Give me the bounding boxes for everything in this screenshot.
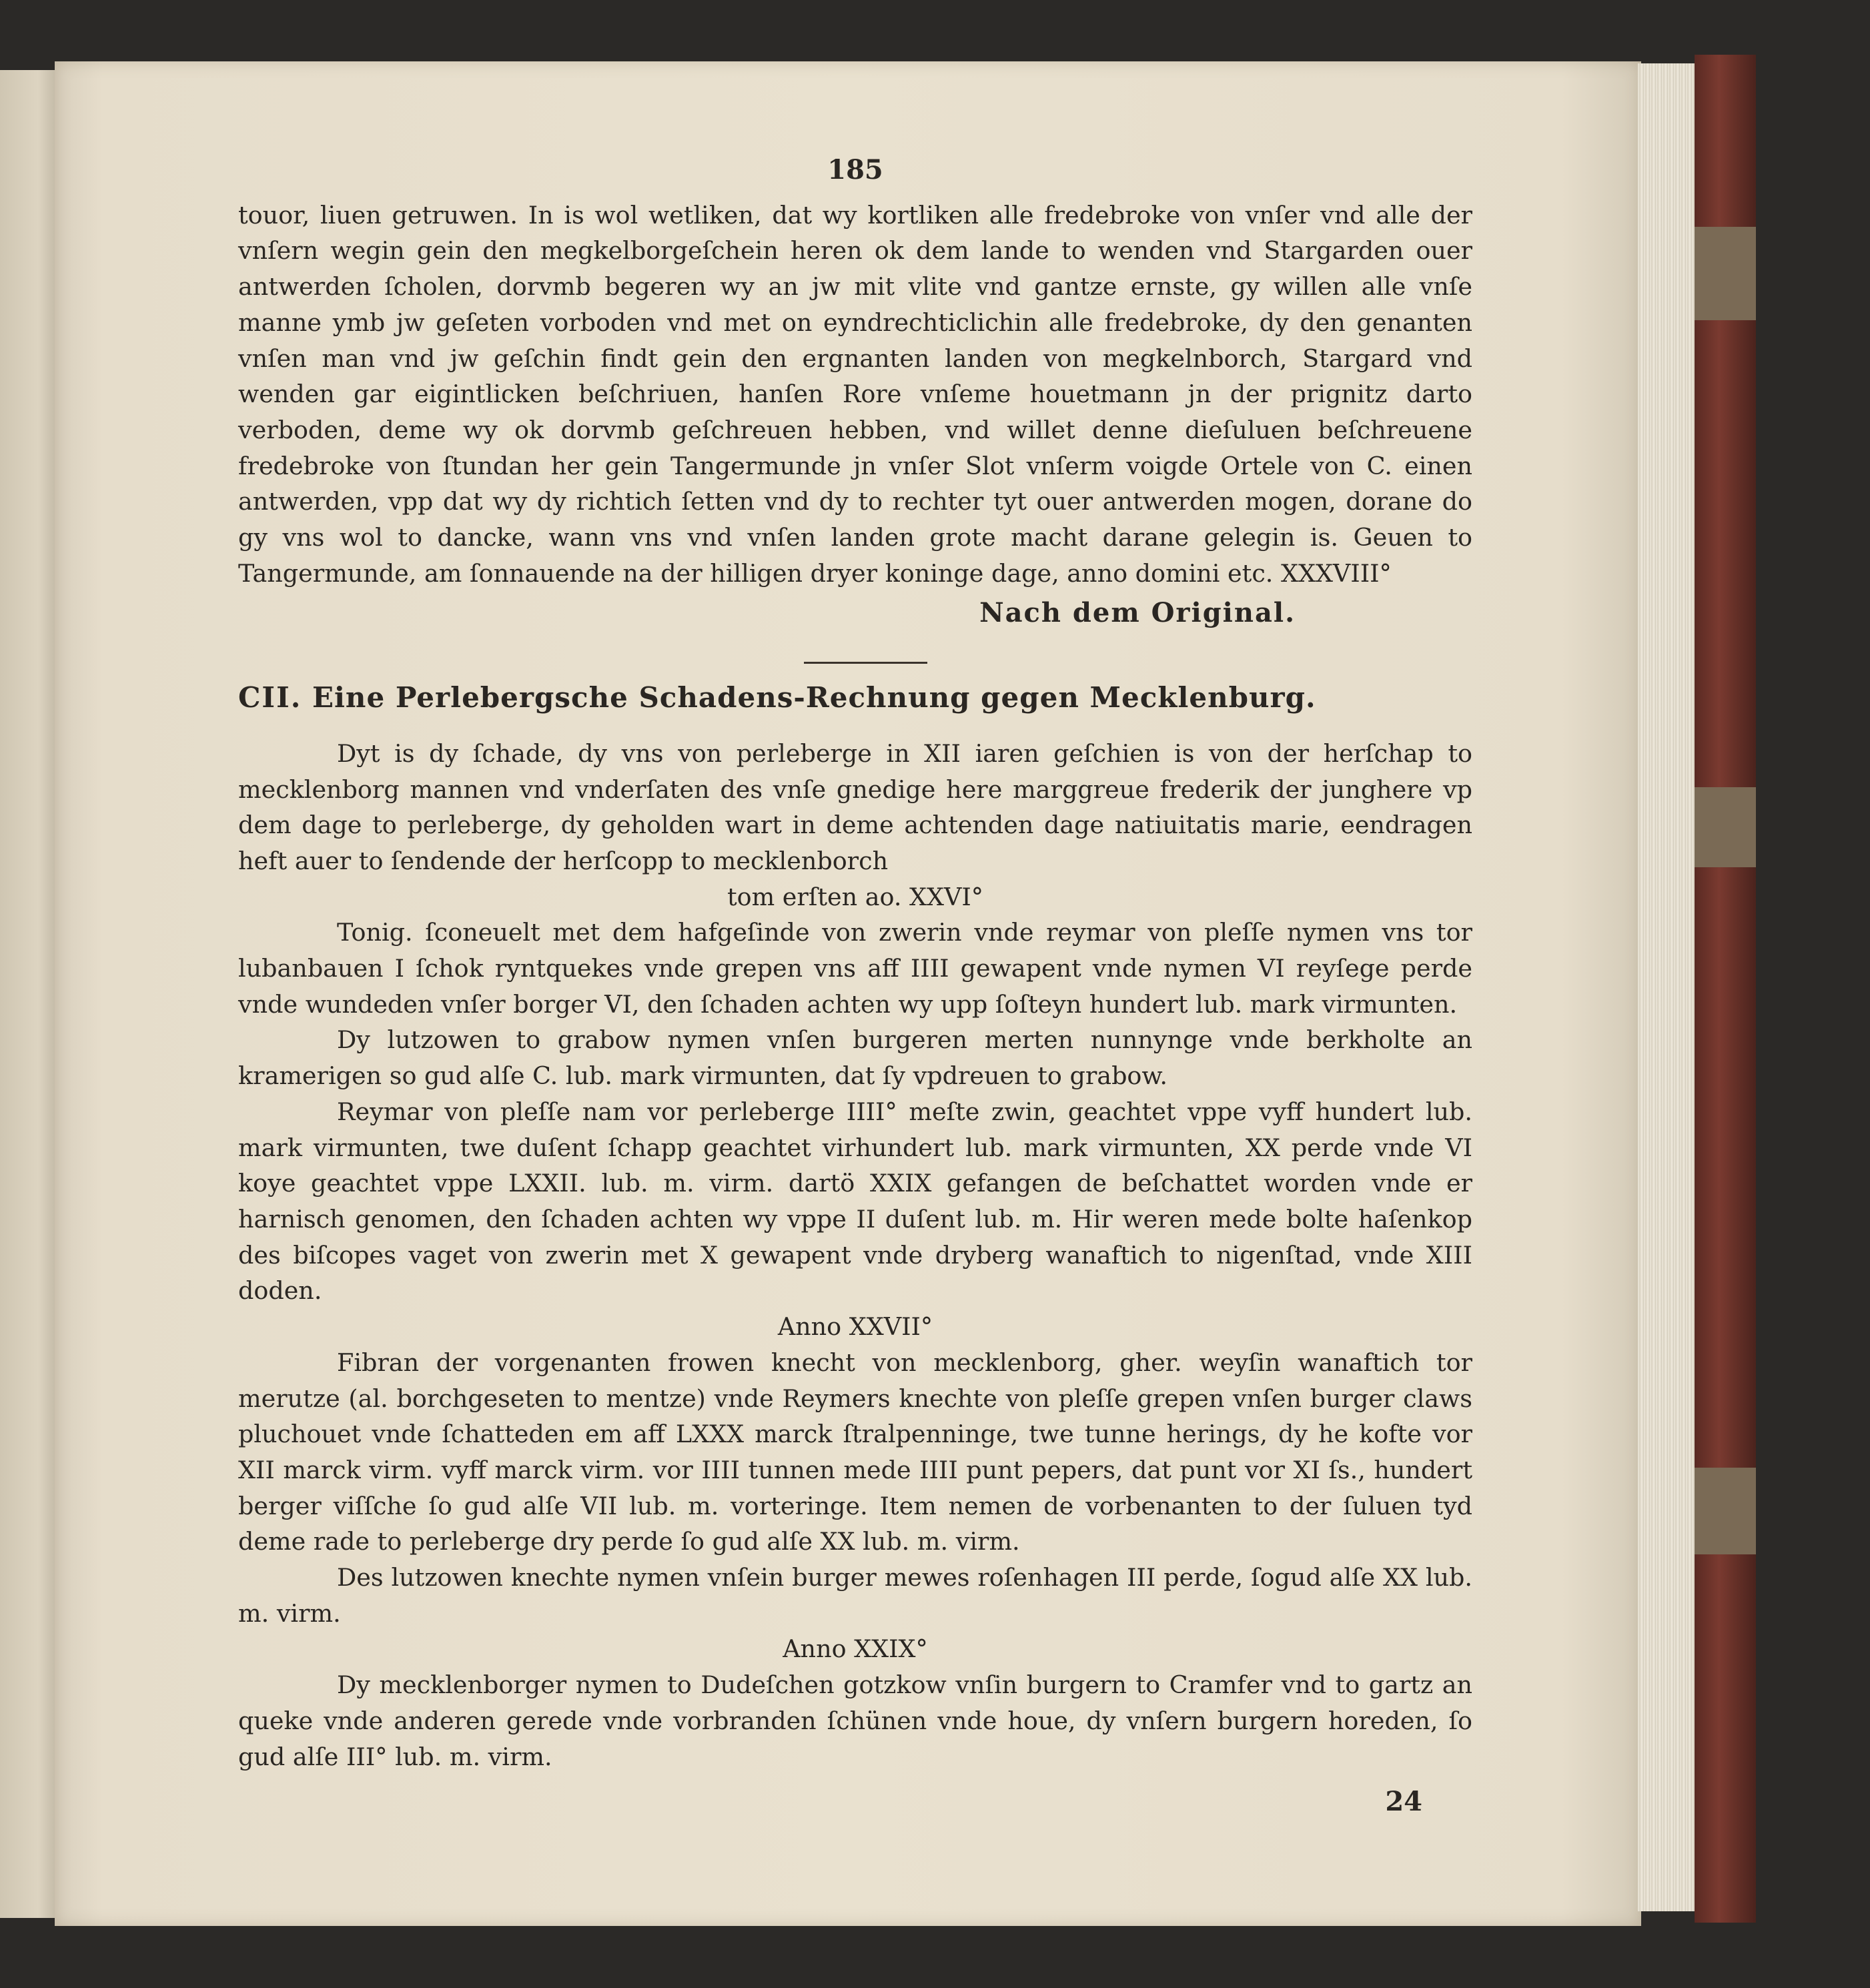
left-page-edge (0, 70, 63, 1918)
section-number: CII. (238, 681, 302, 714)
page-number: 185 (827, 154, 883, 185)
signature-mark: 24 (1385, 1786, 1422, 1818)
year-heading: tom erſten ao. XXVI° (727, 882, 984, 911)
section-heading (238, 680, 1472, 716)
paragraph-entry: Tonig. ſconeuelt met dem hafgeſinde von zwerin vnde reymar von pleſſe nymen vns tor lubanbauen I ſchok ryntquekes vnde grepen vns aff IIII gewapent vnde nymen VI reyſege perde vnde wundeden vnſer borger VI, den ſchaden achten wy upp ſoſteyn hundert lub. mark virmunten. (238, 918, 1472, 1019)
source-note: Nach dem Original. (979, 597, 1296, 629)
paragraph-letter-end: touor, liuen getruwen. In is wol wetliken, dat wy kortliken alle fredebroke von vnſer vnd alle der vnſern wegin gein den megkelborgeſchein heren ok dem lande to wenden vnd Stargarden ouer antwerden ſcholen, dorvmb begeren wy an jw mit vlite vnd gantze ernste, gy willen alle vnſe manne ymb jw geſeten vorboden vnd met on eyndrechticlichin alle fredebroke, dy den genanten vnſen man vnd jw geſchin findt gein den ergnanten landen von megkelnborch, Stargard vnd wenden gar eigintlicken beſchriuen, hanſen Rore vnſeme houetmann jn der prignitz darto verboden, deme wy ok dorvmb geſchreuen hebben, vnd willet denne dieſuluen beſchreuene fredebroke von ſtundan her gein Tangermunde jn vnſer Slot vnſerm voigde Ortele von C. einen antwerden, vpp dat wy dy richtich ſetten vnd dy to rechter tyt ouer antwerden mogen, dorane do gy vns wol to dancke, wann vns vnd vnſen landen grote macht darane gelegin is. Geuen to Tangermunde, am ſonnauende na der hilligen dryer koninge dage, anno domini etc. XXXVIII° (238, 200, 1472, 588)
cover-marbling (1695, 787, 1756, 867)
paragraph-entry: Des lutzowen knechte nymen vnſein burger mewes roſenhagen III perde, ſogud alſe XX lub. m. virm. (238, 1563, 1472, 1628)
paragraph-intro: Dyt is dy ſchade, dy vns von perleberge in XII iaren geſchien is von der herſchap to mecklenborg mannen vnd vnderſaten des vnſe gnedige here marggreue frederik der junghere vp dem dage to perleberge, dy geholden wart in deme achtenden dage natiuitatis marie, eendragen heft auer to ſendende der herſcopp to mecklenborch (238, 738, 1472, 875)
cover-marbling (1695, 1468, 1756, 1554)
paragraph-entry: Dy lutzowen to grabow nymen vnſen burgeren merten nunnynge vnde berkholte an kramerigen so gud alſe C. lub. mark virmunten, dat ſy vpdreuen to grabow. (238, 1025, 1472, 1091)
paragraph-entry: Reymar von pleſſe nam vor perleberge IIII° meſte zwin, geachtet vppe vyff hundert lub. mark virmunten, twe duſent ſchapp geachtet virhundert lub. mark virmunten, XX perde vnde VI koye geachtet vppe LXXII. lub. m. virm. dartö XXIX gefangen de beſchattet worden vnde er harnisch genomen, den ſchaden achten wy vppe II duſent lub. m. Hir weren mede bolte haſenkop des biſcopes vaget von zwerin met X gewapent vnde dryberg wanaftich to nigenſtad, vnde XIII doden. (238, 1097, 1472, 1306)
book-cover-spine (1695, 55, 1756, 1923)
paragraph-entry: Dy mecklenborger nymen to Dudeſchen gotzkow vnſin burgern to Cramfer vnd to gartz an queke vnde anderen gerede vnde vorbranden ſchünen vnde houe, dy vnſern burgern horeden, ſo gud alſe III° lub. m. virm. (238, 1670, 1472, 1771)
year-heading: Anno XXIX° (783, 1634, 928, 1664)
paragraph-entry: Fibran der vorgenanten frowen knecht von mecklenborg, gher. weyſin wanaftich tor merutze (al. borchgeseten to mentze) vnde Reymers knechte von pleſſe grepen vnſen burger claws pluchouet vnde ſchatteden em aff LXXX marck ſtralpenninge, twe tunne herings, dy he kofte vor XII marck virm. vyff marck virm. vor IIII tunnen mede IIII punt pepers, dat punt vor XI ſs., hundert berger viſſche ſo gud alſe VII lub. m. vorteringe. Item nemen de vorbenanten to der ſuluen tyd deme rade to perleberge dry perde ſo gud alſe XX lub. m. virm. (238, 1348, 1472, 1556)
page-text (238, 113, 1472, 1820)
year-heading: Anno XXVII° (777, 1312, 933, 1342)
section-divider (804, 662, 927, 664)
page-block-edge (1638, 63, 1698, 1911)
section-title: Eine Perlebergsche Schadens-Rechnung gegen Mecklenburg. (312, 681, 1316, 714)
cover-marbling (1695, 227, 1756, 320)
